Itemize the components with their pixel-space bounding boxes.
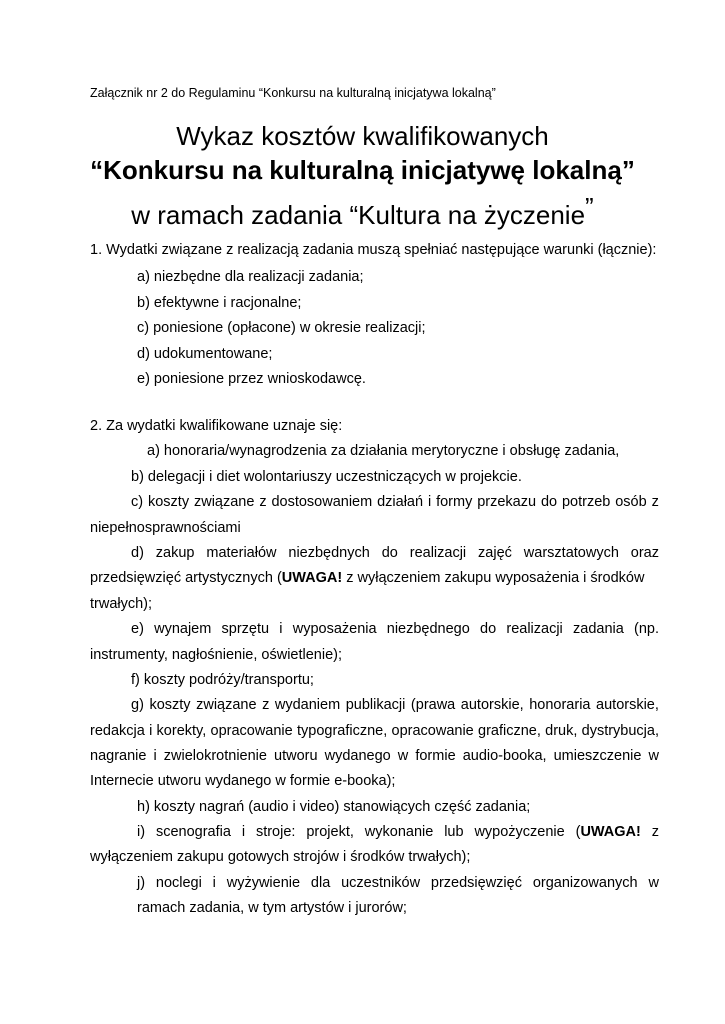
section1-item-d: d) udokumentowane; <box>137 346 273 362</box>
section2-item-b: b) delegacji i diet wolontariuszy uczestniczących w projekcie. <box>131 469 522 485</box>
word: c) <box>131 494 144 510</box>
section2-item-d-line1 <box>131 545 659 561</box>
word: utworu <box>274 748 318 764</box>
word: dostosowaniem <box>271 494 373 510</box>
title-line-2: “Konkursu na kulturalną inicjatywę lokalną” <box>90 155 635 185</box>
word: formie <box>415 748 456 764</box>
word: wydaniem <box>274 697 341 713</box>
section2-item-c-line2: niepełnosprawnościami <box>90 520 241 536</box>
word: wypożyczenie <box>474 824 565 840</box>
section2-item-c-line1 <box>131 494 659 510</box>
word: i <box>279 621 283 637</box>
title-line-3 <box>0 192 725 231</box>
section2-item-a: a) honoraria/wynagrodzenia za działania merytoryczne i obsługę zadania, <box>147 443 620 459</box>
section1-item-a: a) niezbędne dla realizacji zadania; <box>137 269 364 285</box>
word: do <box>540 494 558 510</box>
word: opracowanie <box>210 723 293 739</box>
section2-heading: 2. Za wydatki kwalifikowane uznaje się: <box>90 418 343 434</box>
word: organizowanych <box>532 875 638 891</box>
word: wyżywienie <box>226 875 301 891</box>
section2-item-e-line1 <box>131 621 659 637</box>
word: uczestników <box>341 875 421 891</box>
word: materiałów <box>206 545 277 561</box>
word: korekty, <box>156 723 207 739</box>
word: w <box>397 748 409 764</box>
title-line-3-close-quote: ” <box>585 192 594 222</box>
section2-item-d-line2 <box>90 570 644 586</box>
section1-item-c: c) poniesione (opłacone) w okresie realizacji; <box>137 320 426 336</box>
word: umieszczenie <box>553 748 642 764</box>
word: związane <box>196 697 257 713</box>
word: typograficzne, <box>296 723 388 739</box>
word: publikacji <box>345 697 406 713</box>
word: wyposażenia <box>292 621 377 637</box>
section2-item-i-line2: wyłączeniem zakupu gotowych strojów i środków trwałych); <box>90 849 471 865</box>
word: i <box>212 875 216 891</box>
word: z <box>651 824 659 840</box>
word: formy <box>436 494 473 510</box>
section2-item-d-line3: trwałych); <box>90 596 153 612</box>
section1-heading: 1. Wydatki związane z realizacją zadania muszą spełniać następujące warunki (łącznie): <box>90 242 657 258</box>
section1-item-b: b) efektywne i racjonalne; <box>137 295 302 311</box>
word: warsztatowych <box>523 545 619 561</box>
word: autorskie, <box>596 697 659 713</box>
word: realizacji <box>506 621 563 637</box>
word: dystrybucja, <box>581 723 659 739</box>
word: zadania <box>573 621 624 637</box>
word: sprzętu <box>221 621 270 637</box>
word: działań <box>377 494 424 510</box>
title-line-3-text: w ramach zadania “Kultura na życzenie <box>131 200 586 230</box>
word: wykonanie <box>364 824 434 840</box>
word: z <box>262 697 270 713</box>
word: d) <box>131 545 144 561</box>
section2-item-f: f) koszty podróży/transportu; <box>131 672 314 688</box>
word: stroje: <box>255 824 296 840</box>
word: przekazu <box>477 494 537 510</box>
word: oraz <box>630 545 659 561</box>
word: graficzne, <box>478 723 541 739</box>
word: i <box>427 494 432 510</box>
word: noclegi <box>155 875 202 891</box>
word: koszty <box>149 697 191 713</box>
word: dla <box>310 875 331 891</box>
word: (prawa <box>410 697 456 713</box>
word: j) <box>137 875 146 891</box>
word: niezbędnego <box>386 621 470 637</box>
word: lub <box>444 824 464 840</box>
word: z <box>651 494 659 510</box>
word: z <box>259 494 267 510</box>
word: (np. <box>634 621 659 637</box>
word: w <box>648 748 659 764</box>
section2-item-g-line1 <box>131 697 659 713</box>
section2-item-d-text-after: z wyłączeniem zakupu wyposażenia i środków <box>342 570 645 586</box>
word: zakup <box>155 545 195 561</box>
section2-item-h: h) koszty nagrań (audio i video) stanowiących część zadania; <box>137 799 531 815</box>
word: honoraria <box>529 697 591 713</box>
title-line-1: Wykaz kosztów kwalifikowanych <box>176 121 549 151</box>
section2-item-j-line2: ramach zadania, w tym artystów i jurorów; <box>137 900 407 916</box>
word: do <box>480 621 497 637</box>
word: potrzeb <box>561 494 611 510</box>
word: (UWAGA! <box>575 824 641 840</box>
section2-item-e-line2: instrumenty, nagłośnienie, oświetlenie); <box>90 647 343 663</box>
section2-item-j-line1 <box>137 875 659 891</box>
word: przedsięwzięć <box>430 875 522 891</box>
word: do <box>381 545 398 561</box>
word: i <box>241 824 246 840</box>
section2-item-d-text: przedsięwzięć artystycznych ( <box>90 570 282 586</box>
attachment-note: Załącznik nr 2 do Regulaminu “Konkursu na kulturalną inicjatywa lokalną” <box>90 86 496 100</box>
warning-label: UWAGA! <box>281 570 343 586</box>
word: autorskie, <box>460 697 524 713</box>
word: i) <box>137 824 146 840</box>
word: wydanego <box>324 748 391 764</box>
word: i <box>149 723 153 739</box>
word: osób <box>615 494 647 510</box>
word: redakcja <box>90 723 145 739</box>
section2-item-g-line4: Internecie utworu wydanego w formie e-booka); <box>90 773 396 789</box>
section2-item-g-line3 <box>90 748 659 764</box>
word: opracowanie <box>391 723 474 739</box>
word: zwielokrotnienie <box>163 748 267 764</box>
section1-item-e: e) poniesione przez wnioskodawcę. <box>137 371 366 387</box>
word: scenografia <box>155 824 231 840</box>
word: wynajem <box>154 621 212 637</box>
word: projekt, <box>306 824 354 840</box>
word: zajęć <box>478 545 512 561</box>
word: g) <box>131 697 144 713</box>
word: koszty <box>147 494 190 510</box>
word: audio-booka, <box>462 748 547 764</box>
word: i <box>153 748 157 764</box>
word: związane <box>193 494 255 510</box>
word: realizacji <box>409 545 467 561</box>
word: e) <box>131 621 144 637</box>
section2-item-i-line1 <box>137 824 659 840</box>
word: niezbędnych <box>288 545 370 561</box>
word: druk, <box>545 723 578 739</box>
section2-item-g-line2 <box>90 723 659 739</box>
word: w <box>648 875 659 891</box>
word: nagranie <box>90 748 147 764</box>
